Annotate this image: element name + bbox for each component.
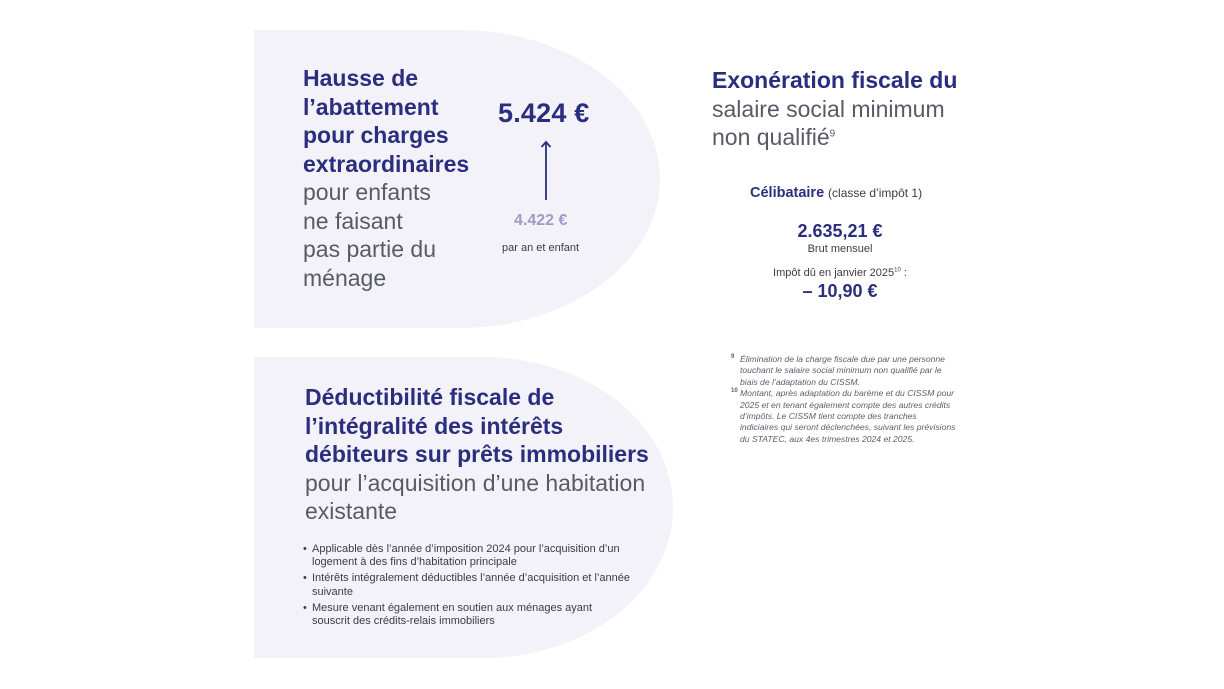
- exemption-title-bold: Exonération fiscale du: [712, 67, 958, 93]
- abatement-title-light-line: pas partie du: [303, 236, 436, 262]
- gross-salary-value: 2.635,21 €: [797, 221, 883, 241]
- gross-salary-label: Brut mensuel: [807, 243, 873, 255]
- footnote-text: Élimination de la charge fiscale due par une personne touchant le salaire social minimum non qualifié par le biais de l’adaptation du CISSM.: [740, 354, 945, 387]
- deductibility-card-title: [305, 383, 655, 526]
- status-label: Célibataire: [750, 185, 825, 201]
- exemption-title-light-line: salaire social minimum: [712, 95, 945, 122]
- abatement-title-bold-line: pour charges: [303, 122, 449, 148]
- bullet-item: • Intérêts intégralement déductibles l’année d’acquisition et l’année suivante: [303, 572, 633, 599]
- abatement-title-bold-line: l’abattement: [303, 93, 439, 120]
- old-abatement-value: 4.422 €: [514, 212, 568, 229]
- tax-due-label: [660, 267, 1020, 279]
- footnote-number: 10: [731, 388, 738, 395]
- tax-due-label-suffix: :: [900, 267, 907, 279]
- tax-class-status: [750, 184, 922, 201]
- abatement-title-light-line: pour enfants: [303, 179, 431, 205]
- exemption-title: [712, 66, 992, 152]
- footnote-number: 9: [731, 354, 735, 360]
- bullet-item: • Mesure venant également en soutien aux ménages ayant souscrit des crédits-relais immobiliers: [303, 602, 633, 629]
- exemption-title-light-line-2: [712, 123, 992, 152]
- deductibility-title-bold: Déductibilité fiscale de l’intégralité des intérêts débiteurs sur prêts immobiliers: [305, 384, 649, 467]
- bullet-item: • Applicable dès l’année d’imposition 2024 pour l’acquisition d’un logement à des fins d’habitation principale: [303, 543, 633, 570]
- arrow-up-icon: [540, 140, 552, 202]
- abatement-title-light-line: ménage: [303, 264, 387, 291]
- deductibility-bullet-list: [303, 543, 633, 631]
- exemption-title-light-text: non qualifié: [712, 124, 830, 150]
- tax-due-label-text: Impôt dû en janvier 2025: [773, 267, 895, 279]
- new-abatement-value: 5.424 €: [498, 98, 590, 128]
- footnote-ref-10: 10: [894, 267, 901, 274]
- abatement-title-bold-line: Hausse de: [303, 65, 419, 91]
- abatement-title-light-line: ne faisant: [303, 207, 403, 234]
- deductibility-title-light: pour l’acquisition d’une habitation existante: [305, 469, 646, 524]
- tax-due-value: – 10,90 €: [802, 281, 878, 301]
- abatement-title-bold-line: extraordinaires: [303, 150, 470, 177]
- footnote-item: [731, 388, 956, 445]
- footnote-item: [731, 354, 956, 388]
- abatement-unit-label: par an et enfant: [502, 242, 580, 254]
- abatement-card-title: [303, 64, 503, 292]
- status-class: (classe d’impôt 1): [828, 186, 923, 200]
- footnote-text: Montant, après adaptation du barème et du CISSM pour 2025 et en tenant également compte des autres crédits d’impôts. Le CISSM tient compte des tranches indiciaires qui seront déclenchées, suivant les prévisions du STATEC, aux 4es trimestres 2024 et 2025.: [740, 388, 956, 444]
- footnotes: [731, 354, 956, 445]
- footnote-ref-9: 9: [829, 128, 836, 140]
